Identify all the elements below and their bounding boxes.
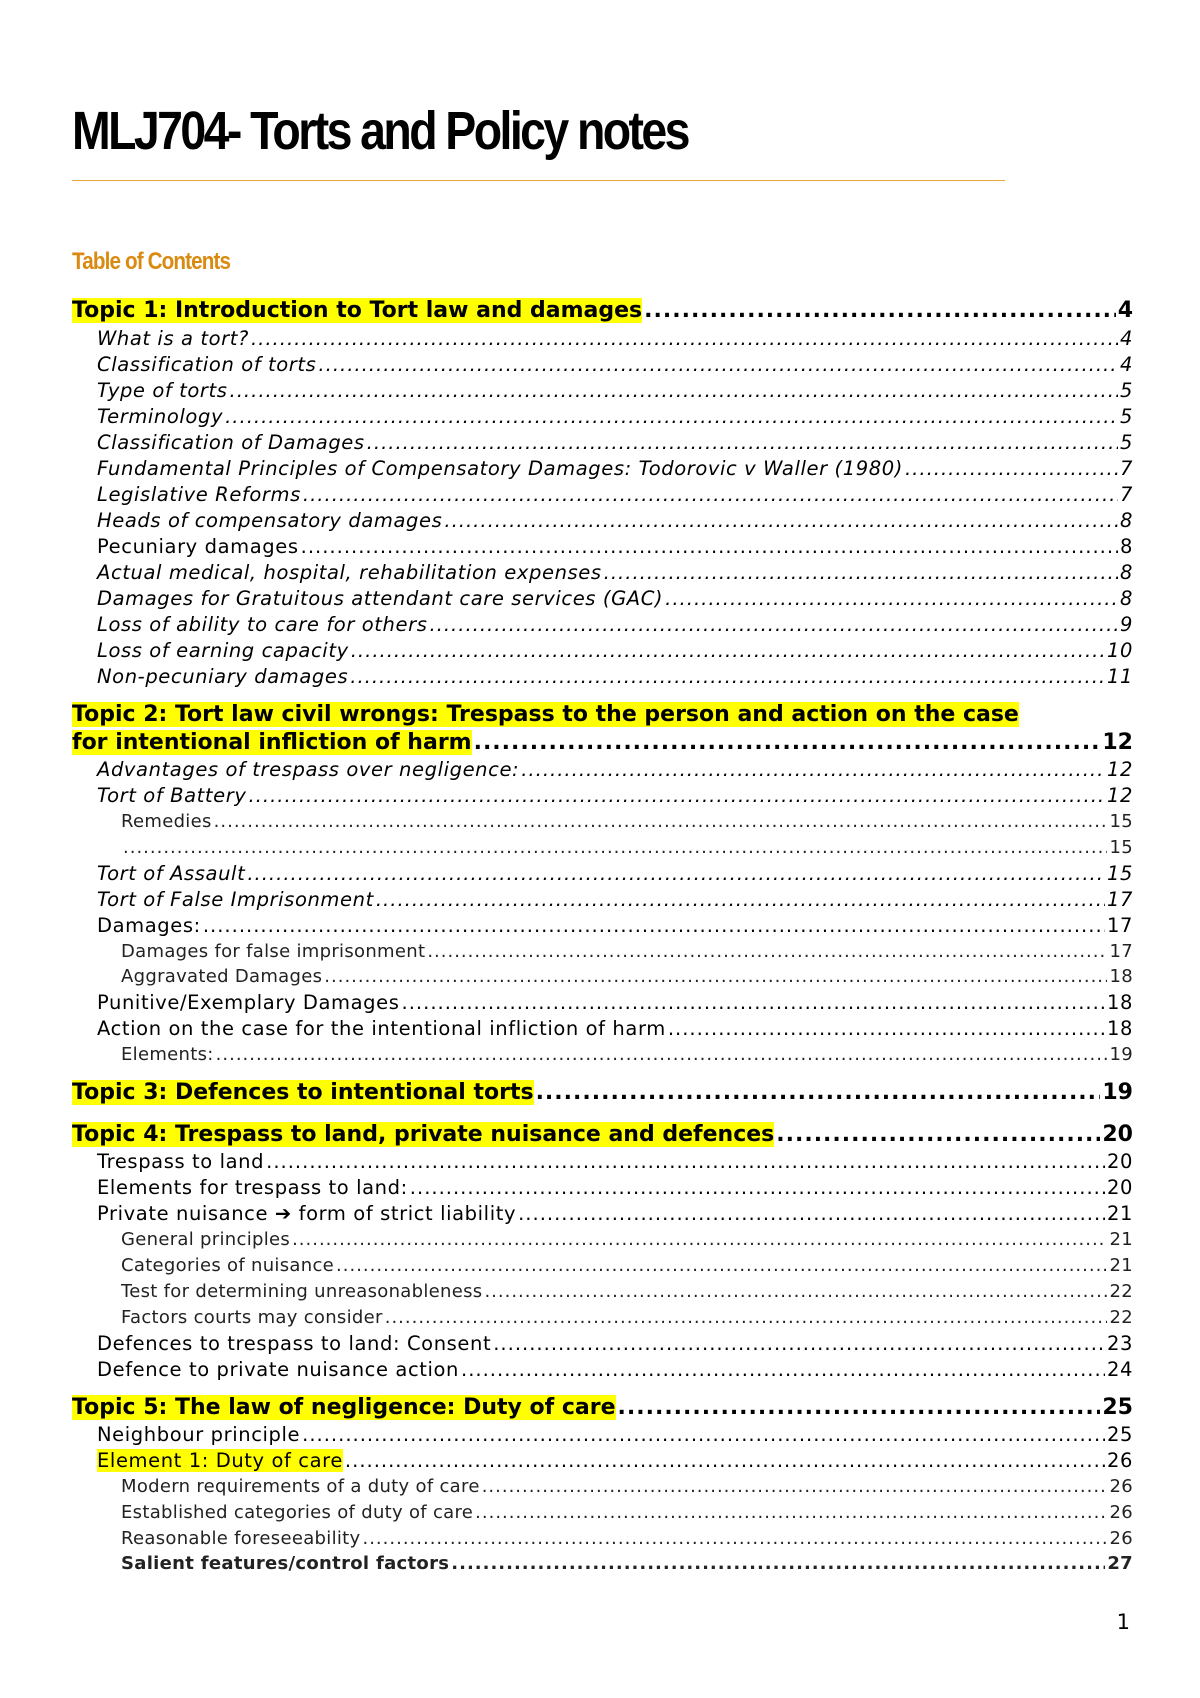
toc-label: Classification of torts bbox=[97, 353, 317, 376]
toc-page-number: 12 bbox=[1106, 758, 1133, 781]
toc-topic-1[interactable] bbox=[72, 298, 1133, 323]
toc-label: Pecuniary damages bbox=[97, 535, 299, 558]
toc-dot-leader bbox=[318, 353, 1118, 376]
toc-page-number: 15 bbox=[1106, 862, 1133, 885]
toc-dot-leader bbox=[385, 1307, 1108, 1328]
document-title: MLJ704- Torts and Policy notes bbox=[72, 101, 688, 161]
toc-page-number: 18 bbox=[1106, 991, 1133, 1014]
toc-dot-leader bbox=[427, 941, 1107, 962]
toc-page-number: 7 bbox=[1119, 483, 1133, 506]
toc-label: Advantages of trespass over negligence: bbox=[97, 758, 520, 781]
toc-label: Elements for trespass to land: bbox=[97, 1176, 408, 1199]
toc-label: Tort of False Imprisonment bbox=[97, 888, 374, 911]
toc-dot-leader bbox=[665, 587, 1118, 610]
toc-subentry[interactable] bbox=[72, 1281, 1133, 1302]
toc-page-number: 27 bbox=[1107, 1553, 1133, 1574]
toc-topic-2[interactable] bbox=[72, 730, 1133, 755]
toc-subentry[interactable] bbox=[72, 966, 1133, 987]
toc-dot-leader bbox=[292, 1229, 1107, 1250]
toc-entry[interactable] bbox=[72, 639, 1133, 662]
toc-label: Categories of nuisance bbox=[121, 1255, 335, 1276]
toc-dot-leader bbox=[351, 639, 1105, 662]
toc-dot-leader bbox=[367, 431, 1118, 454]
toc-label: Element 1: Duty of care bbox=[97, 1449, 343, 1472]
toc-dot-leader bbox=[123, 837, 1107, 858]
toc-subentry[interactable] bbox=[72, 1502, 1133, 1523]
toc-dot-leader bbox=[203, 914, 1105, 937]
toc-dot-leader bbox=[345, 1449, 1105, 1472]
toc-page-number: 18 bbox=[1106, 1017, 1133, 1040]
toc-dot-leader bbox=[521, 758, 1105, 781]
toc-label: Non-pecuniary damages bbox=[97, 665, 349, 688]
toc-label: Action on the case for the intentional infliction of harm bbox=[97, 1017, 666, 1040]
toc-entry[interactable] bbox=[72, 914, 1133, 937]
toc-page-number: 5 bbox=[1119, 405, 1133, 428]
toc-page-number: 4 bbox=[1117, 298, 1133, 323]
toc-dot-leader bbox=[475, 1502, 1107, 1523]
toc-page-number: 8 bbox=[1119, 535, 1133, 558]
toc-page-number: 15 bbox=[1109, 837, 1133, 858]
toc-dot-leader bbox=[247, 862, 1105, 885]
toc-page-number: 19 bbox=[1109, 1044, 1133, 1065]
toc-dot-leader bbox=[444, 509, 1118, 532]
toc-page-number: 26 bbox=[1109, 1476, 1133, 1497]
toc-label: What is a tort? bbox=[97, 327, 249, 350]
toc-label: Classification of Damages bbox=[97, 431, 365, 454]
toc-entry[interactable] bbox=[72, 1202, 1133, 1225]
toc-dot-leader bbox=[402, 991, 1105, 1014]
toc-page-number: 5 bbox=[1119, 379, 1133, 402]
toc-page-number: 4 bbox=[1119, 327, 1133, 350]
toc-dot-leader bbox=[668, 1017, 1105, 1040]
toc-label: Private nuisance ➔ form of strict liability bbox=[97, 1202, 517, 1225]
toc-label: Tort of Battery bbox=[97, 784, 247, 807]
toc-page-number: 19 bbox=[1102, 1080, 1133, 1105]
toc-entry[interactable] bbox=[72, 1423, 1133, 1446]
toc-page-number: 11 bbox=[1106, 665, 1133, 688]
toc-page-number: 8 bbox=[1119, 587, 1133, 610]
toc-label: Factors courts may consider bbox=[121, 1307, 383, 1328]
toc-dot-leader bbox=[644, 298, 1116, 323]
toc-dot-leader bbox=[216, 1044, 1108, 1065]
toc-page-number: 26 bbox=[1109, 1502, 1133, 1523]
toc-entry[interactable] bbox=[72, 665, 1133, 688]
toc-dot-leader bbox=[302, 1423, 1105, 1446]
toc-page-number: 20 bbox=[1106, 1176, 1133, 1199]
toc-dot-leader bbox=[303, 483, 1118, 506]
toc-page-number: 17 bbox=[1106, 888, 1133, 911]
toc-label: for intentional infliction of harm bbox=[72, 730, 472, 755]
toc-label: Salient features/control factors bbox=[121, 1553, 450, 1574]
toc-page-number: 26 bbox=[1109, 1528, 1133, 1549]
toc-subentry[interactable] bbox=[72, 941, 1133, 962]
toc-label: Remedies bbox=[121, 811, 212, 832]
toc-label: Defence to private nuisance action bbox=[97, 1358, 460, 1381]
toc-label: Topic 1: Introduction to Tort law and damages bbox=[72, 298, 643, 323]
toc-entry[interactable] bbox=[72, 561, 1133, 584]
toc-entry[interactable] bbox=[72, 1017, 1133, 1040]
toc-label: Aggravated Damages bbox=[121, 966, 323, 987]
toc-page-number: 18 bbox=[1109, 966, 1133, 987]
toc-dot-leader bbox=[266, 1150, 1105, 1173]
toc-label: Actual medical, hospital, rehabilitation expenses bbox=[97, 561, 602, 584]
toc-heading: Table of Contents bbox=[72, 248, 231, 275]
toc-subentry[interactable] bbox=[72, 1553, 1133, 1574]
toc-entry[interactable] bbox=[72, 379, 1133, 402]
toc-dot-leader bbox=[618, 1395, 1101, 1420]
toc-dot-leader bbox=[324, 966, 1107, 987]
toc-label: Loss of ability to care for others bbox=[97, 613, 428, 636]
toc-dot-leader bbox=[336, 1255, 1107, 1276]
toc-label: Established categories of duty of care bbox=[121, 1502, 474, 1523]
toc-entry[interactable] bbox=[72, 509, 1133, 532]
toc-page-number: 20 bbox=[1102, 1122, 1133, 1147]
toc-label: Topic 5: The law of negligence: Duty of care bbox=[72, 1395, 616, 1420]
toc-label: Trespass to land bbox=[97, 1150, 265, 1173]
toc-entry[interactable] bbox=[72, 991, 1133, 1014]
toc-dot-leader bbox=[536, 1080, 1101, 1105]
toc-page-number: 24 bbox=[1106, 1358, 1133, 1381]
toc-dot-leader bbox=[604, 561, 1118, 584]
toc-dot-leader bbox=[518, 1202, 1105, 1225]
toc-subentry[interactable] bbox=[72, 1044, 1133, 1065]
toc-label: Topic 4: Trespass to land, private nuisance and defences bbox=[72, 1122, 775, 1147]
toc-dot-leader bbox=[301, 535, 1118, 558]
toc-entry[interactable] bbox=[72, 1176, 1133, 1199]
title-underline bbox=[72, 180, 1005, 181]
toc-entry[interactable] bbox=[72, 862, 1133, 885]
toc-page-number: 25 bbox=[1106, 1423, 1133, 1446]
toc-entry-highlighted[interactable] bbox=[72, 1449, 1133, 1472]
toc-page-number: 9 bbox=[1119, 613, 1133, 636]
toc-entry[interactable] bbox=[72, 1332, 1133, 1355]
toc-page-number: 4 bbox=[1119, 353, 1133, 376]
toc-label: Punitive/Exemplary Damages bbox=[97, 991, 400, 1014]
toc-label: Defences to trespass to land: Consent bbox=[97, 1332, 492, 1355]
toc-entry[interactable] bbox=[72, 535, 1133, 558]
toc-dot-leader bbox=[776, 1122, 1100, 1147]
toc-topic-4[interactable] bbox=[72, 1122, 1133, 1147]
toc-label: Elements: bbox=[121, 1044, 214, 1065]
toc-topic-5[interactable] bbox=[72, 1395, 1133, 1420]
toc-label: Reasonable foreseeability bbox=[121, 1528, 361, 1549]
toc-label: Type of torts bbox=[97, 379, 228, 402]
toc-dot-leader bbox=[350, 665, 1105, 688]
toc-subentry[interactable] bbox=[72, 811, 1133, 832]
toc-subentry[interactable] bbox=[72, 1229, 1133, 1250]
toc-entry[interactable] bbox=[72, 1358, 1133, 1381]
toc-subentry[interactable] bbox=[72, 1255, 1133, 1276]
toc-page-number: 21 bbox=[1109, 1255, 1133, 1276]
toc-page-number: 25 bbox=[1102, 1395, 1133, 1420]
toc-dot-leader bbox=[484, 1281, 1107, 1302]
toc-page-number: 23 bbox=[1106, 1332, 1133, 1355]
toc-dot-leader bbox=[248, 784, 1105, 807]
toc-label: Heads of compensatory damages bbox=[97, 509, 443, 532]
page-number: 1 bbox=[1116, 1610, 1130, 1634]
toc-subentry[interactable] bbox=[72, 1307, 1133, 1328]
toc-page-number: 10 bbox=[1106, 639, 1133, 662]
toc-dot-leader bbox=[251, 327, 1118, 350]
toc-page-number: 8 bbox=[1119, 509, 1133, 532]
toc-dot-leader bbox=[493, 1332, 1105, 1355]
toc-dot-leader bbox=[376, 888, 1105, 911]
toc-entry[interactable] bbox=[72, 431, 1133, 454]
toc-label: Damages: bbox=[97, 914, 201, 937]
toc-entry[interactable] bbox=[72, 483, 1133, 506]
toc-label: Test for determining unreasonableness bbox=[121, 1281, 483, 1302]
toc-entry[interactable] bbox=[72, 587, 1133, 610]
toc-subentry[interactable] bbox=[72, 1476, 1133, 1497]
toc-label: Damages for false imprisonment bbox=[121, 941, 426, 962]
toc-page-number: 5 bbox=[1119, 431, 1133, 454]
toc-label: Damages for Gratuitous attendant care services (GAC) bbox=[97, 587, 664, 610]
toc-page-number: 21 bbox=[1106, 1202, 1133, 1225]
toc-page-number: 17 bbox=[1109, 941, 1133, 962]
toc-label: Topic 3: Defences to intentional torts bbox=[72, 1080, 534, 1105]
toc-dot-leader bbox=[214, 811, 1108, 832]
toc-label: Topic 2: Tort law civil wrongs: Trespass to the person and action on the case bbox=[72, 702, 1019, 727]
toc-dot-leader bbox=[482, 1476, 1108, 1497]
toc-entry[interactable] bbox=[72, 327, 1133, 350]
toc-page-number: 17 bbox=[1106, 914, 1133, 937]
toc-entry[interactable] bbox=[72, 613, 1133, 636]
toc-subentry[interactable] bbox=[72, 1528, 1133, 1549]
toc-label: General principles bbox=[121, 1229, 291, 1250]
toc-dot-leader bbox=[225, 405, 1118, 428]
toc-dot-leader bbox=[461, 1358, 1105, 1381]
toc-entry[interactable] bbox=[72, 405, 1133, 428]
toc-entry[interactable] bbox=[72, 758, 1133, 781]
toc-label: Terminology bbox=[97, 405, 224, 428]
toc-dot-leader bbox=[474, 730, 1101, 755]
toc-subentry[interactable] bbox=[72, 837, 1133, 858]
toc-dot-leader bbox=[230, 379, 1118, 402]
toc-entry[interactable] bbox=[72, 1150, 1133, 1173]
toc-label: Modern requirements of a duty of care bbox=[121, 1476, 480, 1497]
toc-page-number: 12 bbox=[1106, 784, 1133, 807]
toc-dot-leader bbox=[451, 1553, 1105, 1574]
toc-page-number: 26 bbox=[1106, 1449, 1133, 1472]
toc-page-number: 22 bbox=[1109, 1307, 1133, 1328]
toc-page-number: 8 bbox=[1119, 561, 1133, 584]
toc-label: Loss of earning capacity bbox=[97, 639, 349, 662]
toc-entry[interactable] bbox=[72, 353, 1133, 376]
toc-page-number: 12 bbox=[1102, 730, 1133, 755]
toc-dot-leader bbox=[905, 457, 1118, 480]
toc-entry[interactable] bbox=[72, 784, 1133, 807]
toc-entry[interactable] bbox=[72, 457, 1133, 480]
toc-label: Neighbour principle bbox=[97, 1423, 301, 1446]
toc-dot-leader bbox=[429, 613, 1118, 636]
toc-label: Legislative Reforms bbox=[97, 483, 301, 506]
toc-label: Tort of Assault bbox=[97, 862, 246, 885]
toc-topic-3[interactable] bbox=[72, 1080, 1133, 1105]
toc-dot-leader bbox=[410, 1176, 1105, 1199]
toc-entry[interactable] bbox=[72, 888, 1133, 911]
toc-page-number: 22 bbox=[1109, 1281, 1133, 1302]
toc-label: Fundamental Principles of Compensatory Damages: Todorovic v Waller (1980) bbox=[97, 457, 903, 480]
toc-page-number: 15 bbox=[1109, 811, 1133, 832]
toc-dot-leader bbox=[362, 1528, 1107, 1549]
toc-topic-2-line1[interactable] bbox=[72, 702, 1019, 727]
toc-page-number: 20 bbox=[1106, 1150, 1133, 1173]
toc-page-number: 21 bbox=[1109, 1229, 1133, 1250]
toc-page-number: 7 bbox=[1119, 457, 1133, 480]
